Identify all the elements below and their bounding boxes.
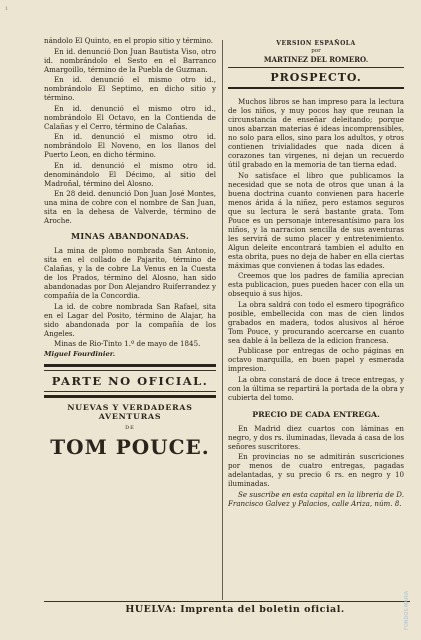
section-rule bbox=[228, 87, 404, 89]
section-rule bbox=[44, 395, 216, 398]
right-paragraph: La obra saldrá con todo el esmero tipográfico posible, embellecida con mas de cien lindos grabados en madera, todos alusivos al héroe Tom Pouce, y procurando acercarse en cuanto sea dable á la belleza de la edicion francesa. bbox=[228, 299, 404, 345]
footer-rule bbox=[44, 601, 410, 602]
version-label: VERSION ESPAÑOLA bbox=[276, 40, 356, 47]
page-number: 1 bbox=[5, 6, 9, 12]
imprint-footer: HUELVA: Imprenta del boletin oficial. bbox=[125, 604, 345, 615]
right-paragraph: Muchos libros se han impreso para la lectura de los niños, y muy pocos hay que reunan la circunstancia de enseñar deleitando; porque unos abarzan materias é ideas incomprensibles, no solo para ellos, sino para los adultos, y otros contienen trivialidades que nada dicen á corazones tan virgenes, ni dejan un recuerdo útil grabado en la memoria de tan tierna edad. bbox=[228, 97, 404, 169]
left-column bbox=[44, 36, 216, 465]
right-paragraph: Publicase por entregas de ocho páginas en octavo marquilla, en buen papel y esmerada impresion. bbox=[228, 346, 404, 373]
left-paragraph: En id. denunció el mismo otro id., nombrándolo El Octavo, en la Contienda de Calañas y el Cerro, término de Calañas. bbox=[44, 103, 216, 131]
dateline: Minas de Rio-Tinto 1.º de mayo de 1845. bbox=[54, 339, 201, 348]
left-paragraph: En id. denunció el mismo otro id. denominándolo El Décimo, al sitio del Madroñal, término del Alosno. bbox=[44, 160, 216, 188]
prospecto-title: PROSPECTO. bbox=[270, 71, 362, 84]
left-paragraph: En id. denunció Don Juan Bautista Viso, otro id. nombrándolo el Sesto en el Barranco Amargoillo, término de la Puebla de Guzman. bbox=[44, 46, 216, 74]
right-column bbox=[228, 40, 404, 509]
por-label: por bbox=[311, 48, 321, 54]
nuevas-aventuras-title: NUEVAS Y VERDADERAS AVENTURAS bbox=[67, 402, 193, 421]
right-paragraph: No satisface el libro que publicamos la necesidad que se nota de otros que unan á la buena doctrina cuanto convienen para hacerle menos árida á la niñez, pero estamos seguros que su lectura le será bastante grata. Tom Pouce es un personaje interesantísimo para los niños, y la narracion sencilla de sus aventuras les servirá de sumo placer y entretenimiento. Algun deleite encontrará tambien el adulto en esta obrita, pues no deja de haber en ella ciertas máximas que convienen á todas las edades. bbox=[228, 170, 404, 270]
section-rule bbox=[228, 67, 404, 68]
column-divider bbox=[222, 40, 223, 600]
parte-no-oficial-title: PARTE NO OFICIAL. bbox=[51, 373, 209, 388]
subscription-note: Se suscribe en esta capital en la libreria de D. Francisco Galvez y Palacios, calle Ariza, núm. 8. bbox=[228, 489, 404, 508]
signature: Miguel Fourdinier. bbox=[44, 349, 116, 358]
section-rule bbox=[44, 370, 216, 371]
section-rule bbox=[44, 391, 216, 392]
right-paragraph: En Madrid diez cuartos con láminas en negro, y dos rs. iluminadas, llevada á casa de los señores suscritores. bbox=[228, 423, 404, 451]
left-paragraph: En 28 deid. denunció Don Juan José Montes, una mina de cobre con el nombre de San Juan, sita en la dehesa de Valverde, término de Aroche. bbox=[44, 189, 216, 225]
right-paragraph: Creemos que los padres de familia aprecian esta publicacion, pues pueden hacer con ella un obsequio á sus hijos. bbox=[228, 271, 404, 298]
right-paragraph: La obra constará de doce á trece entregas, y con la última se repartirá la portada de la obra y cubierta del tomo. bbox=[228, 374, 404, 402]
tom-pouce-title: TOM POUCE. bbox=[50, 434, 210, 459]
minas-abandonadas-heading: MINAS ABANDONADAS. bbox=[71, 231, 189, 241]
archive-stamp: FONDOS MARIA bbox=[404, 590, 410, 630]
de-label: DE bbox=[125, 424, 135, 431]
left-paragraph: nándolo El Quinto, en el propio sitio y término. bbox=[44, 36, 214, 45]
author-name: MARTINEZ DEL ROMERO. bbox=[263, 55, 369, 64]
left-paragraph: La id. de cobre nombrada San Rafael, sita en el Lagar del Posito, término de Alajar, ha sido abandonada por la compañía de los Angeles. bbox=[44, 301, 216, 338]
left-paragraph: En id. denunció el mismo otro id., nombrándolo El Septimo, en dicho sitio y término. bbox=[44, 75, 216, 102]
precio-heading: PRECIO DE CADA ENTREGA. bbox=[252, 409, 380, 419]
right-paragraph: En provincias no se admitirán suscriciones por menos de cuatro entregas, pagadas adelantadas, y su precio 6 rs. en negro y 10 iluminadas. bbox=[228, 452, 404, 488]
left-paragraph: En id. denunció el mismo otro id. nombrándolo El Noveno, en los llanos del Puerto Leon, en dicho término. bbox=[44, 132, 216, 159]
section-rule bbox=[44, 364, 216, 367]
left-paragraph: La mina de plomo nombrada San Antonio, sita en el collado de Pajarito, término de Calañas, y la de cobre La Venus en la Cuesta de los Prados, término del Alosno, han sido abandonadas por Don Alejandro Ruiferrandez y compañía de la Concordia. bbox=[44, 246, 216, 300]
